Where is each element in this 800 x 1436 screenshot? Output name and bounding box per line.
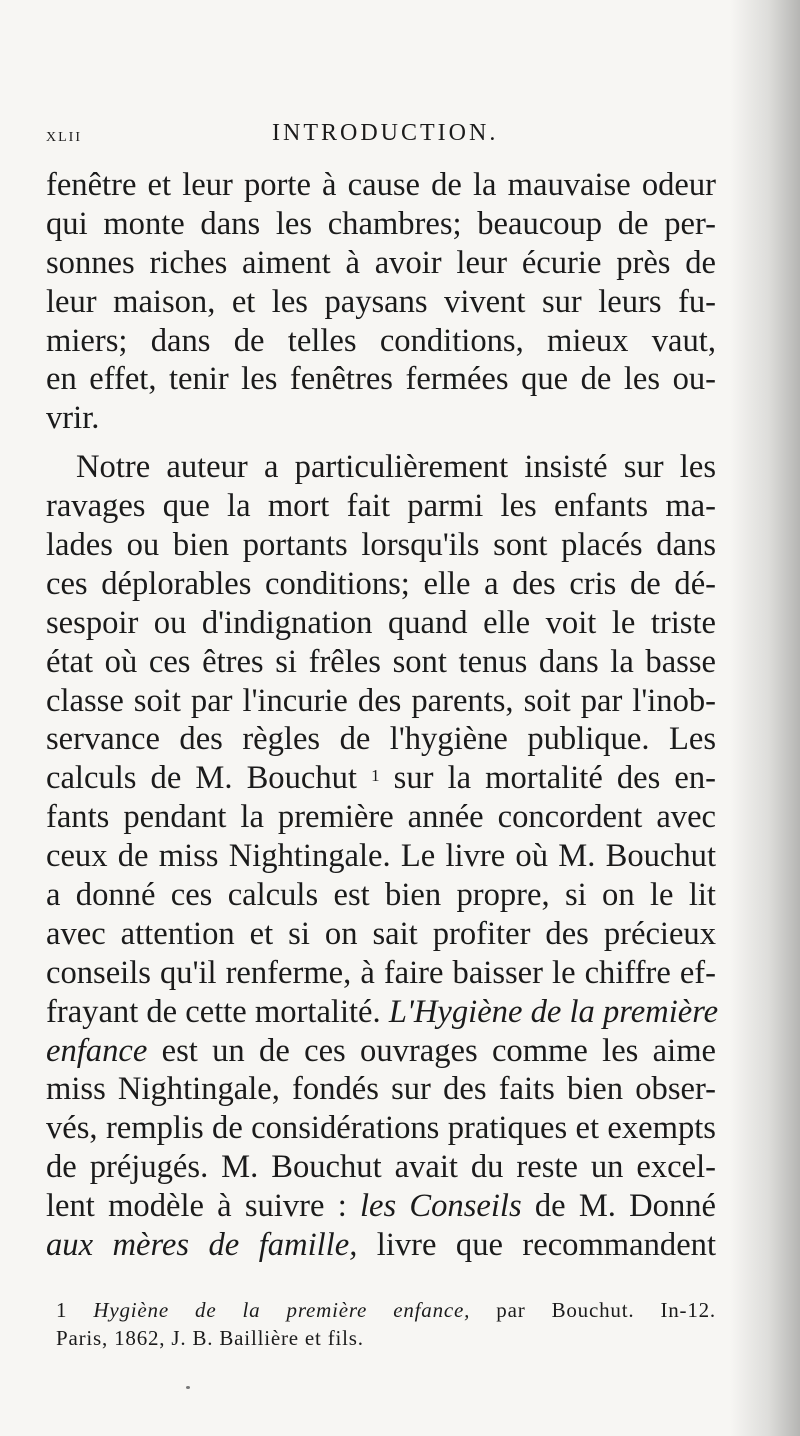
text-line: ces déplorables conditions; elle a des cris de dé- [46, 565, 716, 602]
footnote-title-italic: Hygiène de la première enfance, [93, 1298, 471, 1322]
text-run: calculs de M. Bouchut [46, 760, 357, 797]
book-title-italic: les Conseils [359, 1188, 522, 1225]
text-line: qui monte dans les chambres; beaucoup de per- [46, 205, 716, 242]
footnote-reference: 1 [371, 766, 380, 786]
text-line: sespoir ou d'indignation quand elle voit le triste [46, 604, 716, 641]
paper-speck [186, 1386, 190, 1389]
text-line: en effet, tenir les fenêtres fermées que de les ou- [46, 361, 716, 398]
footnote-marker: 1 [56, 1298, 68, 1322]
book-title-italic: L'Hygiène de la première [388, 993, 719, 1030]
text-run: lent modèle à suivre : [46, 1188, 360, 1225]
text-run: livre que recommandent [357, 1227, 716, 1264]
text-line: ceux de miss Nightingale. Le livre où M. Bouchut [46, 838, 716, 875]
text-line: ravages que la mort fait parmi les enfants ma- [46, 488, 716, 525]
text-line: état où ces êtres si frêles sont tenus dans la basse [46, 643, 716, 680]
text-line: Notre auteur a particulièrement insisté sur les [76, 449, 716, 486]
text-line: conseils qu'il renferme, à faire baisser le chiffre ef- [46, 954, 716, 991]
text-line: miss Nightingale, fondés sur des faits bien obser- [46, 1071, 716, 1108]
text-run: est un de ces ouvrages comme les aime [147, 1032, 716, 1069]
footnote-line: Paris, 1862, J. B. Baillière et fils. [56, 1326, 364, 1350]
text-line [46, 1187, 716, 1226]
text-line: classe soit par l'incurie des parents, soit par l'inob- [46, 682, 716, 719]
text-run: frayant de cette mortalité. [46, 993, 389, 1030]
text-line: miers; dans de telles conditions, mieux vaut, [46, 322, 716, 359]
book-title-italic: aux mères de famille, [46, 1227, 358, 1264]
text-line: servance des règles de l'hygiène publique. Les [46, 721, 716, 758]
text-line: sonnes riches aiment à avoir leur écurie près de [46, 244, 716, 281]
text-line: vrir. [46, 400, 100, 437]
text-line [46, 1226, 716, 1265]
text-run: sur la mortalité des en- [379, 760, 716, 797]
paragraph [46, 448, 719, 1265]
text-line: fants pendant la première année concordent avec [46, 799, 716, 836]
text-line [46, 1032, 716, 1071]
text-run: de M. Donné [521, 1188, 717, 1225]
book-spine-shadow [730, 0, 800, 1436]
text-line [46, 993, 719, 1032]
text-run: par Bouchut. In-12. [470, 1298, 716, 1322]
page-number: xlii [46, 124, 82, 146]
body-text [46, 166, 719, 1265]
text-line: fenêtre et leur porte à cause de la mauvaise odeur [46, 167, 716, 203]
text-line: lades ou bien portants lorsqu'ils sont placés dans [46, 527, 716, 564]
text-line [46, 759, 716, 798]
text-line: vés, remplis de considérations pratiques et exempts [46, 1110, 716, 1147]
book-title-italic: enfance [46, 1032, 148, 1069]
text-line: avec attention et si on sait profiter des précieux [46, 915, 716, 952]
running-head: INTRODUCTION. [272, 120, 499, 146]
text-line: de préjugés. M. Bouchut avait du reste un excel- [46, 1149, 716, 1186]
text-line: a donné ces calculs est bien propre, si on le lit [46, 877, 716, 914]
text-line: leur maison, et les paysans vivent sur leurs fu- [46, 283, 716, 320]
page-header [46, 118, 716, 154]
footnote [56, 1296, 716, 1352]
footnote-line [56, 1296, 716, 1324]
